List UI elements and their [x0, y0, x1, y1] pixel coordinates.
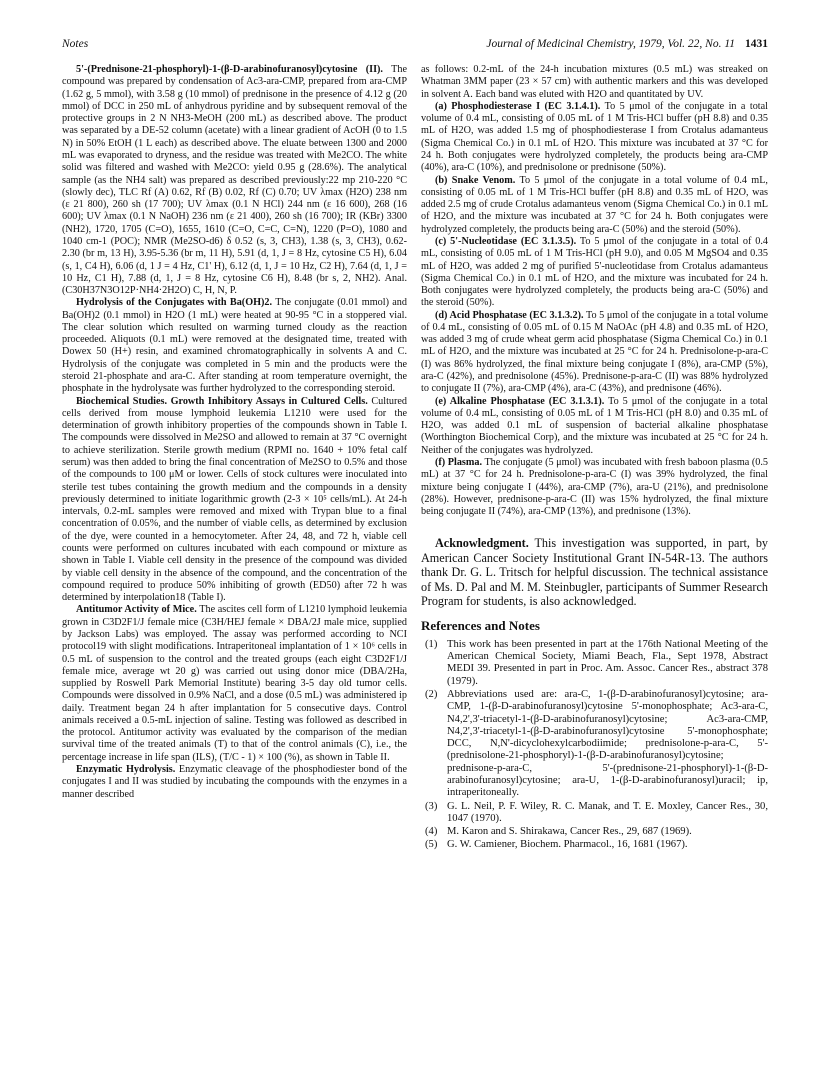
left-column	[62, 64, 407, 801]
journal-info	[486, 38, 768, 50]
paragraph-heading: (b) Snake Venom.	[435, 174, 516, 186]
reference-item	[421, 639, 768, 688]
acknowledgment	[421, 536, 768, 608]
body-paragraph	[62, 297, 407, 395]
body-paragraph	[62, 396, 407, 605]
body-paragraph	[421, 175, 768, 236]
reference-text: G. W. Camiener, Biochem. Pharmacol., 16, 1681 (1967).	[447, 839, 688, 851]
reference-number: (3)	[425, 800, 438, 812]
body-paragraph	[62, 64, 407, 297]
reference-item	[421, 801, 768, 826]
section-label: Notes	[62, 38, 89, 50]
paragraph-heading: (d) Acid Phosphatase (EC 3.1.3.2).	[435, 309, 584, 321]
paragraph-heading: (e) Alkaline Phosphatase (EC 3.1.3.1).	[435, 395, 605, 407]
body-paragraph	[421, 457, 768, 518]
paragraph-text: Cultured cells derived from mouse lymphoid leukemia L1210 were used for the determination of growth inhibitory properties of the compounds shown in Table I. The compounds were dissolved in Me2SO and allowed to remain at 37 °C overnight to achieve sterilization. Sterile growth medium (RPMI no. 1640 + 10% fetal calf serum) was then added to bring the final concentration of Me2SO to 0.5% and those of the compounds to 100 μM or lower. Cells of stock cultures were inoculated into sterile test tubes containing the growth medium and the compounds in a density previously determined to initiate logarithmic growth (2-3 × 10⁵ cells/mL). At 24-h intervals, 0.2-mL samples were removed and mixed with Trypan blue to a final concentration of 0.05%, and the number of viable cells, as determined by exclusion of the dye, were counted in a hemocytometer. After 24, 48, and 72 h, viable cell counts were performed on cultures incubated with each compound or mixture as shown in Table I. Viable cell density in the presence of the compound was divided by viable cell density in the absence of the compound, and the concentration of the compound required to produce 50% inhibiting of growth (ED50) after 72 h was determined by interpolation18 (Table I).	[62, 395, 407, 604]
body-paragraph	[421, 236, 768, 310]
reference-text: Abbreviations used are: ara-C, 1-(β-D-arabinofuranosyl)cytosine; ara-CMP, 1-(β-D-arabinofuranosyl)cytosine 5'-monophosphate; Ac3-ara-C, N4,2',3'-triacetyl-1-(β-D-arabinofuranosyl)cytosine; Ac3-ara-CMP, N4,2',3'-triacetyl-1-(β-D-arabinofuranosyl)cytosine 5'-monophosphate; DCC, N,N'-dicyclohexylcarbodiimide; prednisolone-p-ara-C, 5'-(prednisolone-21-phosphoryl)-1-(β-D-arabinofuranosyl)cytosine; prednisone-p-ara-C, 5'-(prednisone-21-phosphoryl)-1-(β-D-arabinofuranosyl)cytosine; ara-U, 1-(β-D-arabinofuranosyl)uracil; ip, intraperitoneally.	[447, 688, 768, 799]
references-list	[421, 639, 768, 852]
references-heading: References and Notes	[421, 618, 540, 634]
paragraph-text: To 5 μmol of the conjugate in a total volume of 0.4 mL, consisting of 0.05 mL of 0.15 M NaOAc (pH 4.8) and 0.35 mL of H2O, was added 3 mg of crude wheat germ acid phosphatase (Sigma Chemical Co.) in 0.1 mL of H2O, and the mixture was incubated at 25 °C for 24 h. Prednisolone-p-ara-C (I) was 86% hydrolyzed, the final mixture being conjugate I (8%), ara-CMP (5%), ara-C (42%), and prednisolone (45%). Prednisone-p-ara-C (II) was 88% hydrolyzed to conjugate II (7%), ara-CMP (4%), ara-C (43%), and prednisone (46%).	[421, 309, 768, 395]
paragraph-text: To 5 μmol of the conjugate in a total of 0.4 mL, consisting of 0.05 mL of 1 M Tris-HCl (pH 9.0), and 0.05 M MgSO4 and 0.35 mL of H2O, was added 2 mg of purified 5'-nucleotidase from Crotalus adamanteus (Sigma Chemical Co.) in 0.1 mL of H2O, and the mixture was incubated for 24 h. Both conjugates were hydrolyzed completely, the products being ara-C (50%) and the steroid (50%).	[421, 235, 768, 309]
reference-text: M. Karon and S. Shirakawa, Cancer Res., 29, 687 (1969).	[447, 826, 692, 838]
reference-item	[421, 826, 768, 838]
paragraph-text: To 5 μmol of the conjugate in a total volume of 0.4 mL, consisting of 0.05 mL of 1 M Tris-HCl buffer (pH 8.8) and 0.35 mL of H2O, was added 2.5 mg of crude Crotalus adamanteus venom (Sigma Chemical Co.) in 0.1 mL of H2O, and the mixture was incubated at 37 °C for 24 h. Both conjugates were hydrolyzed completely, the products being ara-C (50%) and the steroid (50%).	[421, 174, 768, 235]
reference-text: G. L. Neil, P. F. Wiley, R. C. Manak, and T. E. Moxley, Cancer Res., 30, 1047 (1970).	[447, 800, 768, 824]
paragraph-heading: Antitumor Activity of Mice.	[76, 604, 197, 616]
reference-number: (1)	[425, 638, 438, 650]
journal-citation: Journal of Medicinal Chemistry, 1979, Vol. 22, No. 11	[486, 38, 735, 50]
body-paragraph	[421, 64, 768, 101]
acknowledgment-heading: Acknowledgment.	[435, 536, 529, 551]
paragraph-heading: (f) Plasma.	[435, 457, 483, 468]
reference-item	[421, 839, 768, 851]
reference-text: This work has been presented in part at the 176th National Meeting of the American Chemical Society, Miami Beach, Fla., Sept 1978, Abstract MEDI 39. Presented in part in Proc. Am. Assoc. Cancer Res., abstract 378 (1979).	[447, 638, 768, 687]
paragraph-text: To 5 μmol of the conjugate in a total volume of 0.4 mL, consisting of 0.05 mL of 1 M Tris-HCl buffer (pH 8.8) and 0.35 mL of H2O, was added 1.5 mg of phosphodiesterase I from Crotalus adamanteus (Sigma Chemical Co.) in 0.1 mL of H2O. This mixture was incubated at 37 °C for 24 h. Both conjugates were hydrolyzed completely, the products being ara-CMP (40%), ara-C (10%), and prednisolone or prednisone (50%).	[421, 100, 768, 174]
body-paragraph	[421, 396, 768, 457]
acknowledgment-text: This investigation was supported, in part, by American Cancer Society Institutional Grant IN-54R-13. The authors thank Dr. G. L. Tritsch for helpful discussion. The technical assistance of Ms. D. Pal and M. M. Steinbugler, participants of Summer Research Program for students, is also acknowledged.	[421, 536, 769, 609]
body-paragraph	[62, 604, 407, 764]
page-number: 1431	[745, 38, 768, 50]
paragraph-heading: (a) Phosphodiesterase I (EC 3.1.4.1).	[435, 100, 601, 112]
paragraph-heading: 5'-(Prednisone-21-phosphoryl)-1-(β-D-arabinofuranosyl)cytosine (II).	[76, 64, 383, 75]
body-paragraph	[62, 764, 407, 801]
paragraph-text: The compound was prepared by condensation of Ac3-ara-CMP, prepared from ara-CMP (1.62 g, 5 mmol), with 3.58 g (10 mmol) of prednisone in the presence of 4.12 g (20 mmol) of DCC in 250 mL of anhydrous pyridine and by subsequent removal of the protective groups in 2 N NH3-MeOH (200 mL) as described above. The product was separated by a DE-52 column (acetate) with a linear gradient of AcOH (0 to 1.5 N) in 50% EtOH (1 L each) as described above. The eluate between 1300 and 2000 mL was evaporated to dryness, and the residue was treated with Me2CO. The white solid was filtered and washed with Me2CO: yield 0.95 g (28.6%). The analytical sample (as the NH4 salt) was prepared as described previously:22 mp 210-220 °C (slowly dec), TLC Rf (A) 0.62, Rf (B) 0.02, Rf (C) 0.70; UV λmax (H2O) 238 nm (ε 21 800), 260 sh (17 700); UV λmax (0.1 N HCl) 244 nm (ε 16 600), 268 (16 600); UV λmax (0.1 N NaOH) 236 nm (ε 21 400), 260 sh (16 700); IR (KBr) 3300 (NH2), 1720, 1705 (C=O), 1655, 1610 (C=O, C=C, C=N), 1220 (P=O), 1080 and 1040 cm-1 (POC); NMR (Me2SO-d6) δ 0.52 (s, 3, CH3), 1.38 (s, 3, CH3), 0.62-2.30 (br m, 13 H), 3.95-5.36 (br m, 11 H), 5.91 (d, 1, J = 8 Hz, cytosine C5 H), 6.04 (s, 1, C4 H), 6.06 (d, 1 J = 4 Hz, C1' H), 6.12 (d, 1, J = 10 Hz, C2 H), 7.64 (d, 1, J = 10 Hz, C1 H), 7.88 (d, 1, J = 8 Hz, cytosine C6 H), 8.48 (br s, 2, NH2). Anal. (C30H37N3O12P·NH4·2H2O) C, H, N, P.	[62, 64, 407, 297]
body-paragraph	[421, 101, 768, 175]
paragraph-text: The conjugate (0.01 mmol) and Ba(OH)2 (0.1 mmol) in H2O (1 mL) were heated at 90-95 °C in a stoppered vial. The clear solution which resulted on warming turned cloudy as the reaction proceeded. Aliquots (0.1 mL) were removed at the designated time, treated with Dowex 50 (H+) resin, and examined chromatographically in solvents A and C. Hydrolysis of the conjugate was completed in 5 min and the products were the steroid 21-phosphate and ara-C. After standing at room temperature overnight, the phosphate in the hydrolysate was further hydrolyzed to the corresponding steroid.	[62, 297, 407, 395]
reference-item	[421, 689, 768, 800]
paragraph-text: The conjugate (5 μmol) was incubated with fresh baboon plasma (0.5 mL) at 37 °C for 24 h. Prednisolone-p-ara-C (I) was 39% hydrolyzed, the final mixture being conjugate I (44%), ara-CMP (7%), ara-U (21%), and prednisolone (28%). However, prednisone-p-ara-C (II) was 15% hydrolyzed, the final mixture being conjugate II (74%), ara-CMP (13%), and prednisone (13%).	[421, 457, 768, 518]
paragraph-heading: Enzymatic Hydrolysis.	[76, 764, 176, 776]
paragraph-text: Enzymatic cleavage of the phosphodiester bond of the conjugates I and II was studied by incubating the compounds with the enzymes in a manner described	[62, 764, 408, 800]
paragraph-text: as follows: 0.2-mL of the 24-h incubation mixtures (0.5 mL) was streaked on Whatman 3MM paper (23 × 57 cm) with authentic markers and this was developed in solvent A. Each band was eluted with H2O and quantitated by UV.	[421, 64, 768, 100]
paragraph-heading: (c) 5'-Nucleotidase (EC 3.1.3.5).	[435, 235, 577, 247]
reference-number: (4)	[425, 826, 438, 838]
reference-number: (5)	[425, 839, 438, 851]
paragraph-heading: Biochemical Studies. Growth Inhibitory Assays in Cultured Cells.	[76, 395, 368, 407]
reference-number: (2)	[425, 688, 438, 700]
paragraph-text: The ascites cell form of L1210 lymphoid leukemia grown in C3D2F1/J female mice (C3H/HEJ female × DBA/2J male mice, supplied by Jackson Labs) was employed. The assay was performed according to NCI protocol19 with slight modifications. Intraperitoneal implantation of 1 × 10⁶ cells in 0.5 mL of suspension to the control and the treated groups (each eight C3D2F1/J female mice, average wt 20 g) was carried out using donor mice (DBA/2Ha, supplied by Roswell Park Memorial Institute) bearing 3-5 day old tumor cells. Compounds were dissolved in 0.9% NaCl, and a dose (0.5 mL) was administered ip daily. Treatment began 24 h after implantation for 5 consecutive days. Control animals received a 0.5-mL injection of saline. Testing was followed as described in the protocol. Antitumor activity was evaluated by the comparison of the median survival time of the treated animals (T) to that of the control animals (C), i.e., the percentage increase in life span (ILS), (T/C - 1) × 100 (%), as shown in Table II.	[62, 604, 407, 763]
body-paragraph	[421, 310, 768, 396]
right-column	[421, 64, 768, 853]
paragraph-heading: Hydrolysis of the Conjugates with Ba(OH)2.	[76, 297, 273, 309]
page-header	[62, 38, 768, 54]
paragraph-text: To 5 μmol of the conjugate in a total volume of 0.4 mL, consisting of 0.05 mL of 1 M Tris-HCl (pH 8.0) and 0.35 mL of H2O, was added 0.1 mL of suspension of bacterial alkaline phosphatase (Worthington Biochemical Corp), and the mixture was incubated at 25 °C for 24 h. Neither of the conjugates was hydrolyzed.	[421, 395, 768, 456]
